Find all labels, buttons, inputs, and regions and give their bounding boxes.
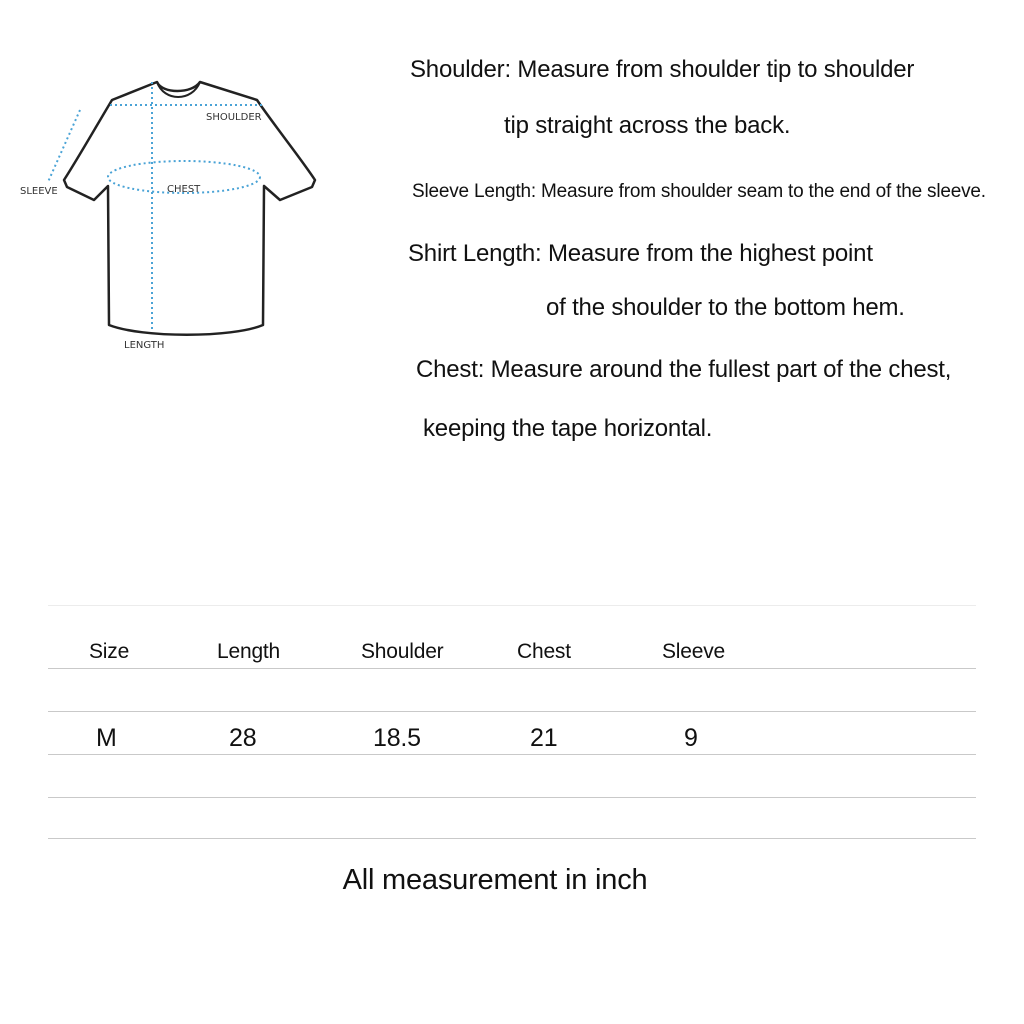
header-shoulder: Shoulder: [361, 640, 444, 663]
length-instruction-line-2: of the shoulder to the bottom hem.: [546, 294, 905, 321]
header-chest: Chest: [517, 640, 571, 663]
sleeve-measure-line: [48, 110, 80, 182]
chest-instruction-line-2: keeping the tape horizontal.: [423, 415, 713, 442]
header-sleeve: Sleeve: [662, 640, 726, 663]
length-label: LENGTH: [124, 340, 165, 351]
row-sleeve: 9: [684, 724, 698, 752]
table-divider: [48, 838, 976, 839]
length-instruction-line-1: Shirt Length: Measure from the highest point: [408, 240, 873, 267]
row-shoulder: 18.5: [373, 724, 421, 752]
table-divider: [48, 797, 976, 798]
table-divider: [48, 668, 976, 669]
header-length: Length: [217, 640, 281, 663]
chest-label: CHEST: [167, 184, 201, 195]
shoulder-label: SHOULDER: [206, 112, 262, 123]
shoulder-instruction-line-1: Shoulder: Measure from shoulder tip to shoulder: [410, 56, 915, 83]
measurement-unit-note: All measurement in inch: [342, 864, 648, 896]
header-size: Size: [89, 640, 130, 663]
row-length: 28: [229, 724, 257, 752]
row-size: M: [96, 724, 117, 752]
sleeve-label: SLEEVE: [20, 186, 58, 197]
shoulder-instruction-line-2: tip straight across the back.: [504, 112, 791, 139]
chest-instruction-line-1: Chest: Measure around the fullest part of the chest,: [416, 356, 952, 383]
sleeve-instruction: Sleeve Length: Measure from shoulder seam to the end of the sleeve.: [412, 181, 986, 202]
table-divider: [48, 754, 976, 755]
row-chest: 21: [530, 724, 558, 752]
tshirt-outline: [64, 82, 315, 335]
table-divider: [48, 711, 976, 712]
tshirt-measurement-diagram: [12, 70, 322, 360]
table-divider: [48, 605, 976, 606]
